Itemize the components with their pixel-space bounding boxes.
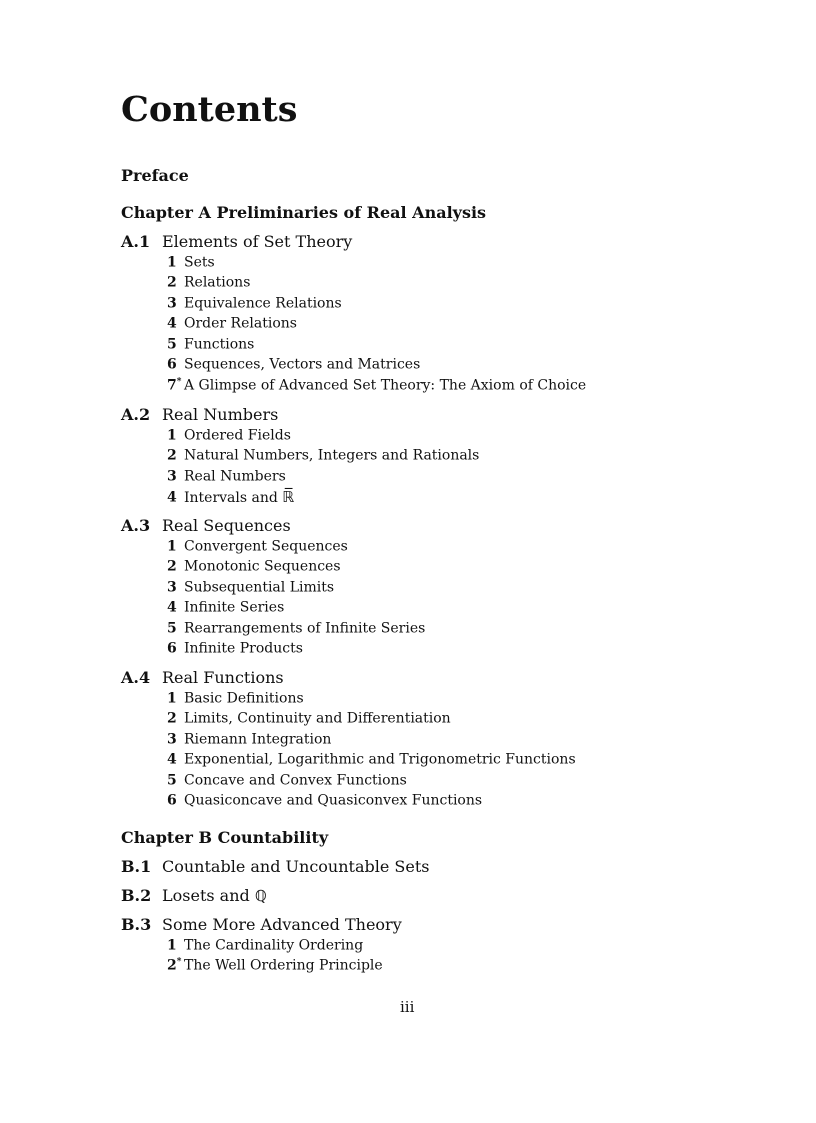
section-number: B.2 — [121, 886, 152, 905]
subsection-a3-1[interactable] — [167, 538, 348, 555]
section-title: Real Numbers — [162, 405, 279, 424]
subsection-title: Order Relations — [184, 315, 297, 332]
subsection-a4-2[interactable] — [167, 710, 451, 727]
subsection-a1-7[interactable] — [167, 377, 586, 394]
subsection-number: 4 — [167, 490, 177, 506]
subsection-number: 3 — [167, 731, 177, 748]
subsection-number: 1 — [167, 690, 177, 707]
subsection-title: A Glimpse of Advanced Set Theory: The Axiom of Choice — [184, 377, 587, 394]
subsection-a2-3[interactable] — [167, 468, 286, 485]
subsection-number: 2 — [167, 274, 177, 291]
section-b2[interactable] — [121, 886, 267, 905]
subsection-a2-4[interactable] — [167, 488, 294, 506]
section-title: Losets and — [162, 886, 255, 905]
subsection-title: Sets — [184, 254, 215, 271]
subsection-a2-1[interactable] — [167, 427, 291, 444]
subsection-title: Limits, Continuity and Differentiation — [184, 710, 451, 727]
subsection-b3-2[interactable] — [167, 957, 383, 974]
subsection-title: Sequences, Vectors and Matrices — [184, 356, 421, 373]
subsection-number: 6 — [167, 640, 177, 657]
subsection-number: 3 — [167, 468, 177, 485]
subsection-a3-4[interactable] — [167, 599, 284, 616]
section-title: Countable and Uncountable Sets — [162, 857, 430, 876]
extended-reals-symbol: ℝ̅ — [282, 488, 295, 506]
subsection-a4-3[interactable] — [167, 731, 331, 748]
subsection-title: The Cardinality Ordering — [184, 937, 364, 954]
subsection-title: Functions — [184, 336, 255, 353]
subsection-a4-4[interactable] — [167, 751, 576, 768]
section-b3[interactable] — [121, 915, 402, 934]
subsection-title: Quasiconcave and Quasiconvex Functions — [184, 792, 483, 809]
subsection-number: 5 — [167, 336, 177, 353]
section-number: A.4 — [121, 668, 151, 687]
section-a2[interactable] — [121, 405, 278, 424]
subsection-number: 6 — [167, 792, 177, 809]
chapter-b-heading[interactable]: Chapter B Countability — [121, 828, 329, 847]
subsection-a1-2[interactable] — [167, 274, 250, 291]
subsection-title: Riemann Integration — [184, 731, 332, 748]
subsection-a4-6[interactable] — [167, 792, 482, 809]
subsection-a1-4[interactable] — [167, 315, 297, 332]
section-title: Real Sequences — [162, 516, 291, 535]
subsection-a1-1[interactable] — [167, 254, 215, 271]
subsection-number: 3 — [167, 579, 177, 596]
subsection-number: 6 — [167, 356, 177, 373]
subsection-title: Subsequential Limits — [184, 579, 335, 596]
subsection-number: 4 — [167, 315, 177, 332]
subsection-number: 2 — [167, 710, 177, 727]
subsection-number: 4 — [167, 751, 177, 768]
subsection-a3-5[interactable] — [167, 620, 425, 637]
subsection-title: Natural Numbers, Integers and Rationals — [184, 447, 480, 464]
subsection-number: 5 — [167, 772, 177, 789]
subsection-a3-6[interactable] — [167, 640, 303, 657]
subsection-number: 1 — [167, 254, 177, 271]
subsection-number: 2 — [167, 447, 177, 464]
subsection-b3-1[interactable] — [167, 937, 363, 954]
section-number: A.1 — [121, 232, 151, 251]
subsection-title: Intervals and — [184, 490, 283, 506]
section-title: Elements of Set Theory — [162, 232, 353, 251]
page-number: iii — [400, 998, 415, 1016]
subsection-a4-1[interactable] — [167, 690, 304, 707]
subsection-number: 2* — [167, 957, 182, 974]
subsection-title: Infinite Series — [184, 599, 285, 616]
subsection-a4-5[interactable] — [167, 772, 407, 789]
subsection-title: Ordered Fields — [184, 427, 291, 444]
subsection-title: Infinite Products — [184, 640, 303, 657]
subsection-number: 3 — [167, 295, 177, 312]
subsection-title: The Well Ordering Principle — [184, 957, 383, 974]
section-a1[interactable] — [121, 232, 352, 251]
section-a3[interactable] — [121, 516, 291, 535]
subsection-title: Exponential, Logarithmic and Trigonometric Functions — [184, 751, 576, 768]
subsection-title: Concave and Convex Functions — [184, 772, 407, 789]
subsection-number: 7* — [167, 377, 182, 394]
subsection-number: 1 — [167, 427, 177, 444]
subsection-a1-3[interactable] — [167, 295, 342, 312]
section-number: A.2 — [121, 405, 151, 424]
subsection-number: 1 — [167, 538, 177, 555]
rationals-symbol: ℚ — [254, 887, 267, 905]
subsection-title: Equivalence Relations — [184, 295, 342, 312]
subsection-title: Convergent Sequences — [184, 538, 348, 555]
subsection-title: Relations — [184, 274, 251, 291]
subsection-title: Real Numbers — [184, 468, 286, 485]
subsection-number: 5 — [167, 620, 177, 637]
subsection-a2-2[interactable] — [167, 447, 479, 464]
subsection-number: 2 — [167, 558, 177, 575]
section-number: B.1 — [121, 857, 152, 876]
subsection-a1-6[interactable] — [167, 356, 420, 373]
toc-preface[interactable]: Preface — [121, 166, 189, 185]
section-title: Some More Advanced Theory — [162, 915, 402, 934]
section-a4[interactable] — [121, 668, 284, 687]
subsection-a3-2[interactable] — [167, 558, 341, 575]
subsection-number: 4 — [167, 599, 177, 616]
subsection-title: Rearrangements of Infinite Series — [184, 620, 426, 637]
section-number: B.3 — [121, 915, 152, 934]
chapter-a-heading[interactable]: Chapter A Preliminaries of Real Analysis — [121, 203, 487, 222]
subsection-title: Monotonic Sequences — [184, 558, 341, 575]
subsection-title: Basic Definitions — [184, 690, 304, 707]
subsection-number: 1 — [167, 937, 177, 954]
section-b1[interactable] — [121, 857, 429, 876]
subsection-a3-3[interactable] — [167, 579, 334, 596]
section-title: Real Functions — [162, 668, 284, 687]
subsection-a1-5[interactable] — [167, 336, 254, 353]
page-title: Contents — [121, 89, 298, 130]
section-number: A.3 — [121, 516, 151, 535]
